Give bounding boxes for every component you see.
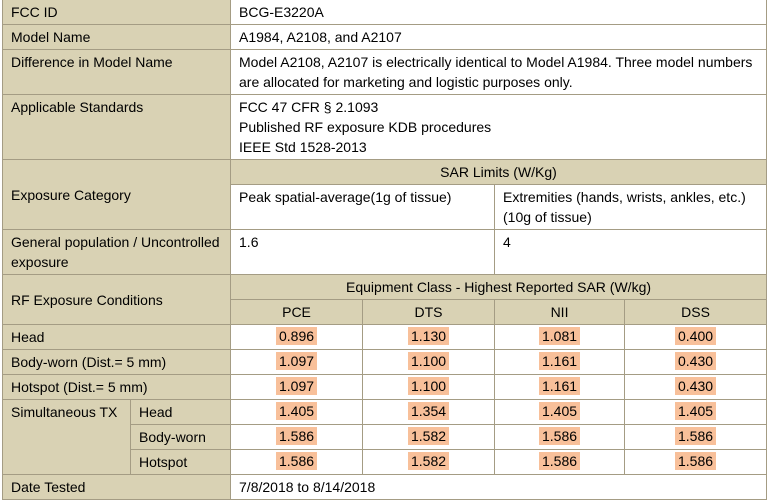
general-population-extremities-value: 4 (495, 230, 767, 275)
sar-value: 1.405 (276, 402, 317, 420)
sar-value: 1.081 (539, 327, 580, 345)
sar-value: 1.097 (276, 377, 317, 395)
sar-value: 1.586 (276, 427, 317, 445)
sar-value: 1.586 (276, 452, 317, 470)
column-header-dss: DSS (625, 300, 767, 325)
sar-value: 0.896 (276, 327, 317, 345)
sar-value: 1.405 (675, 402, 716, 420)
date-tested-label: Date Tested (3, 475, 231, 500)
table-row (3, 325, 767, 350)
sar-value: 1.582 (408, 452, 449, 470)
sar-value: 1.586 (539, 452, 580, 470)
sar-value: 1.100 (408, 377, 449, 395)
sar-value: 0.400 (675, 327, 716, 345)
extremities-header: Extremities (hands, wrists, ankles, etc.) (10g of tissue) (495, 185, 767, 230)
sar-value: 1.354 (408, 402, 449, 420)
column-header-dts: DTS (363, 300, 495, 325)
sim-row-label-hotspot: Hotspot (131, 450, 231, 475)
sar-value: 0.430 (675, 352, 716, 370)
standards-list (231, 95, 767, 160)
sar-value: 1.130 (408, 327, 449, 345)
standard-item: IEEE Std 1528-2013 (239, 139, 367, 155)
table-row (3, 400, 767, 425)
model-name-label: Model Name (3, 25, 231, 50)
general-population-label: General population / Uncontrolled exposure (3, 230, 231, 275)
standard-item: FCC 47 CFR § 2.1093 (239, 99, 379, 115)
table-row (3, 375, 767, 400)
standard-item: Published RF exposure KDB procedures (239, 119, 492, 135)
exposure-category-label: Exposure Category (3, 160, 231, 230)
sar-value: 1.405 (539, 402, 580, 420)
sar-summary-table (2, 0, 767, 500)
sar-value: 1.586 (539, 427, 580, 445)
row-label-hotspot: Hotspot (Dist.= 5 mm) (3, 375, 231, 400)
date-tested-value: 7/8/2018 to 8/14/2018 (231, 475, 767, 500)
row-label-body-worn: Body-worn (Dist.= 5 mm) (3, 350, 231, 375)
sar-value: 1.097 (276, 352, 317, 370)
peak-spatial-average-header: Peak spatial-average(1g of tissue) (231, 185, 495, 230)
sar-value: 1.582 (408, 427, 449, 445)
sar-value: 1.161 (539, 377, 580, 395)
row-label-head: Head (3, 325, 231, 350)
difference-value: Model A2108, A2107 is electrically identical to Model A1984. Three model numbers are allocated for marketing and logistic purposes only. (231, 50, 767, 95)
sar-value: 1.100 (408, 352, 449, 370)
standards-label: Applicable Standards (3, 95, 231, 160)
fcc-id-value: BCG-E3220A (231, 0, 767, 25)
sim-row-label-head: Head (131, 400, 231, 425)
rf-exposure-conditions-label: RF Exposure Conditions (3, 275, 231, 325)
column-header-nii: NII (495, 300, 625, 325)
sar-value: 0.430 (675, 377, 716, 395)
difference-label: Difference in Model Name (3, 50, 231, 95)
column-header-pce: PCE (231, 300, 363, 325)
table-row (3, 350, 767, 375)
sar-value: 1.161 (539, 352, 580, 370)
general-population-peak-value: 1.6 (231, 230, 495, 275)
equipment-class-header: Equipment Class - Highest Reported SAR (W/kg) (231, 275, 767, 300)
model-name-value: A1984, A2108, and A2107 (231, 25, 767, 50)
fcc-id-label: FCC ID (3, 0, 231, 25)
sar-limits-header: SAR Limits (W/Kg) (231, 160, 767, 185)
sar-value: 1.586 (675, 427, 716, 445)
sar-value: 1.586 (675, 452, 716, 470)
simultaneous-tx-label: Simultaneous TX (3, 400, 131, 475)
sim-row-label-body-worn: Body-worn (131, 425, 231, 450)
